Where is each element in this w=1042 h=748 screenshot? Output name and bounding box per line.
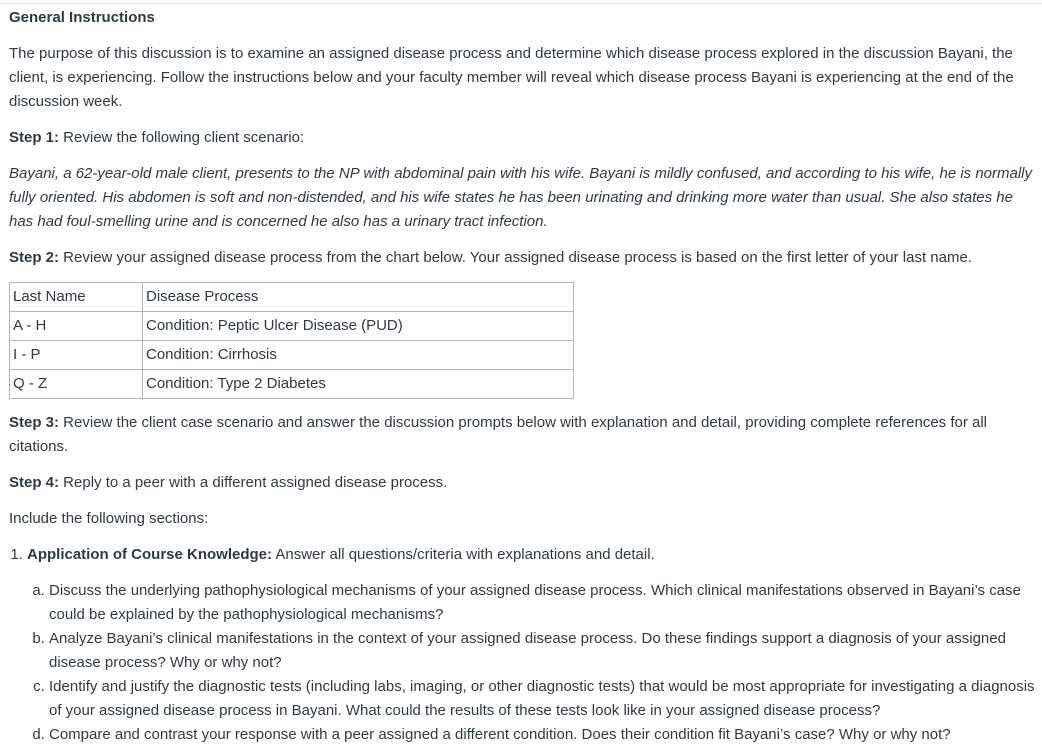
table-row (10, 370, 574, 399)
step-2-label: Step 2: (9, 249, 60, 266)
list-item: d. Compare and contrast your response with a peer assigned a different condition. Does their condition fit Bayani’s case? Why or why not? (49, 723, 1035, 747)
step-1-label: Step 1: (9, 129, 60, 146)
include-sections-text: Include the following sections: (9, 510, 209, 527)
disease-process: Condition: Type 2 Diabetes (143, 370, 574, 399)
client-scenario: Bayani, a 62-year-old male client, presents to the NP with abdominal pain with his wife. Bayani is mildly confused, and according to his wife, he is normally fully oriented. His abdomen is soft and non-distended, and his wife states he has been urinating and drinking more water than usual. She also states he has had foul-smelling urine and is concerned he also has a urinary tract infection. (9, 165, 1033, 230)
list-item: a. Discuss the underlying pathophysiological mechanisms of your assigned disease process. Which clinical manifestations observed in Bayani’s case could be explained by the pathophysiological mechanisms? (49, 579, 1035, 627)
last-name-range: A - H (10, 312, 143, 341)
instructions-content (9, 6, 1035, 747)
table-row (10, 312, 574, 341)
step-3-paragraph (9, 411, 1035, 459)
table-row (10, 341, 574, 370)
step-3-label: Step 3: (9, 414, 60, 431)
top-divider (0, 3, 1042, 4)
disease-process-table (9, 282, 574, 399)
last-name-range: I - P (10, 341, 143, 370)
last-name-range: Q - Z (10, 370, 143, 399)
list-item: c. Identify and justify the diagnostic tests (including labs, imaging, or other diagnostic tests) that would be most appropriate for investigating a diagnosis of your assigned disease process in Bayani. What could the results of these tests look like in your assigned disease process? (49, 675, 1035, 723)
disease-process: Condition: Peptic Ulcer Disease (PUD) (143, 312, 574, 341)
section-1-text: Answer all questions/criteria with explanations and detail. (272, 546, 655, 563)
step-3-text: Review the client case scenario and answer the discussion prompts below with explanation and detail, providing complete references for all citations. (9, 414, 988, 455)
step-4-paragraph (9, 471, 1035, 495)
step-2-paragraph (9, 246, 1035, 270)
purpose-paragraph: The purpose of this discussion is to examine an assigned disease process and determine which disease process explored in the discussion Bayani, the client, is experiencing. Follow the instructions below and your faculty member will reveal which disease process Bayani is experiencing at the end of the discussion week. (9, 45, 1014, 110)
step-2-text: Review your assigned disease process from the chart below. Your assigned disease process is based on the first letter of your last name. (59, 249, 973, 266)
page-heading: General Instructions (9, 9, 155, 26)
step-4-text: Reply to a peer with a different assigned disease process. (59, 474, 448, 491)
header-last-name: Last Name (10, 283, 143, 312)
section-application-course-knowledge (27, 543, 1035, 747)
disease-process: Condition: Cirrhosis (143, 341, 574, 370)
step-4-label: Step 4: (9, 474, 60, 491)
section-1-label: Application of Course Knowledge: (27, 546, 273, 563)
sections-list (9, 543, 1035, 747)
step-1-text: Review the following client scenario: (59, 129, 305, 146)
list-item: b. Analyze Bayani’s clinical manifestations in the context of your assigned disease process. Do these findings support a diagnosis of your assigned disease process? Why or why not? (49, 627, 1035, 675)
header-disease-process: Disease Process (143, 283, 574, 312)
table-header-row (10, 283, 574, 312)
section-1-items (27, 579, 1035, 747)
step-1-paragraph (9, 126, 1035, 150)
